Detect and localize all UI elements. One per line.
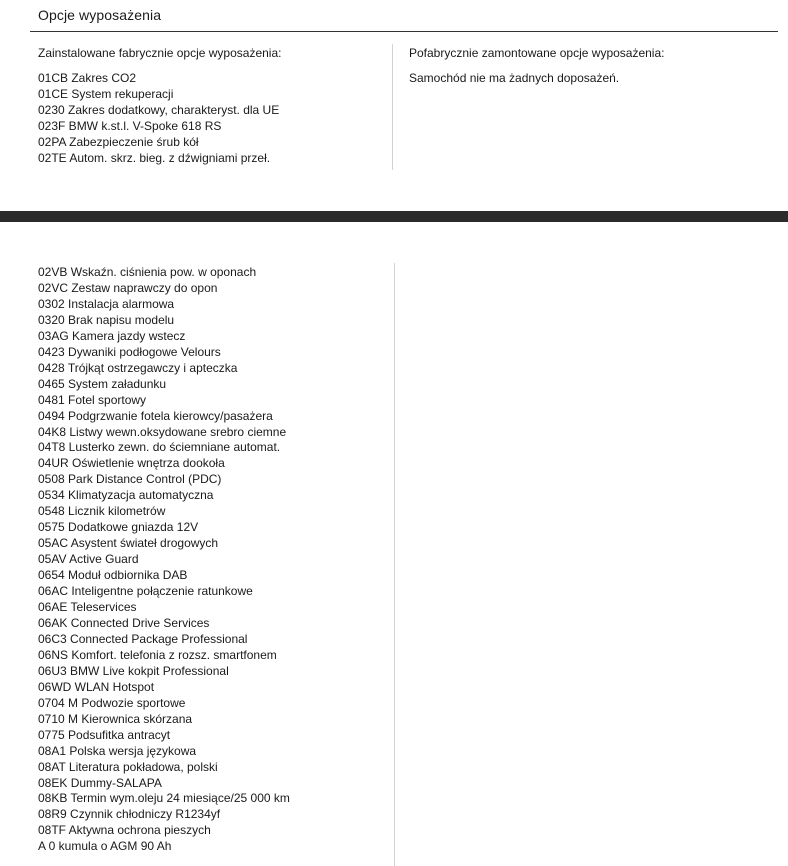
list-item: 0230 Zakres dodatkowy, charakteryst. dla UE (38, 103, 280, 117)
list-item: 0423 Dywaniki podłogowe Velours (38, 344, 221, 359)
list-item: 01CE System rekuperacji (38, 87, 174, 101)
page-separator-band (0, 211, 788, 222)
list-item: 02TE Autom. skrz. bieg. z dźwigniami przeł. (38, 151, 271, 165)
list-item: 05AV Active Guard (38, 552, 139, 567)
factory-options-heading: Zainstalowane fabrycznie opcje wyposażenia: (38, 46, 282, 60)
column-divider (392, 44, 393, 170)
list-item: 06NS Komfort. telefonia z rozsz. smartfonem (38, 647, 277, 662)
aftermarket-options-text: Samochód nie ma żadnych doposażeń. (409, 71, 620, 85)
list-item: 06AE Teleservices (38, 600, 137, 615)
list-item: 0428 Trójkąt ostrzegawczy i apteczka (38, 360, 238, 375)
list-item: 01CB Zakres CO2 (38, 71, 137, 85)
list-item: 02VC Zestaw naprawczy do opon (38, 280, 218, 295)
list-item: 0704 M Podwozie sportowe (38, 695, 186, 710)
list-item: 06AK Connected Drive Services (38, 615, 210, 630)
list-item: 0575 Dodatkowe gniazda 12V (38, 520, 199, 535)
list-item: 0508 Park Distance Control (PDC) (38, 472, 222, 487)
list-item: 02VB Wskaźn. ciśnienia pow. w oponach (38, 265, 257, 279)
list-item: 08AT Literatura pokładowa, polski (38, 759, 218, 774)
factory-options-list (38, 70, 279, 166)
list-item: 08R9 Czynnik chłodniczy R1234yf (38, 807, 221, 822)
list-item: 06WD WLAN Hotspot (38, 679, 155, 694)
list-item: 08A1 Polska wersja językowa (38, 743, 197, 758)
continued-options-list (38, 265, 290, 855)
list-item: 04K8 Listwy wewn.oksydowane srebro ciemne (38, 424, 287, 439)
list-item: 04T8 Lusterko zewn. do ściemniane automat. (38, 440, 281, 455)
list-item: 023F BMW k.st.l. V-Spoke 618 RS (38, 119, 222, 133)
list-item: 0320 Brak napisu modelu (38, 312, 175, 327)
list-item: 06C3 Connected Package Professional (38, 631, 248, 646)
list-item: 0534 Klimatyzacja automatyczna (38, 488, 214, 503)
list-item: 0465 System załadunku (38, 376, 167, 391)
title-rule (30, 31, 778, 32)
column-divider (394, 263, 395, 866)
list-item: 0548 Licznik kilometrów (38, 504, 166, 519)
list-item: 03AG Kamera jazdy wstecz (38, 328, 186, 343)
aftermarket-options-heading: Pofabrycznie zamontowane opcje wyposażenia: (409, 46, 665, 60)
list-item: 02PA Zabezpieczenie śrub kół (38, 135, 199, 149)
page-title: Opcje wyposażenia (38, 7, 162, 23)
list-item: A 0 kumula o AGM 90 Ah (38, 839, 172, 854)
list-item: 0775 Podsufitka antracyt (38, 727, 171, 742)
list-item: 0710 M Kierownica skórzana (38, 711, 193, 726)
list-item: 0494 Podgrzwanie fotela kierowcy/pasażera (38, 408, 273, 423)
list-item: 0481 Fotel sportowy (38, 392, 147, 407)
list-item: 06U3 BMW Live kokpit Professional (38, 663, 229, 678)
list-item: 04UR Oświetlenie wnętrza dookoła (38, 456, 225, 471)
list-item: 08TF Aktywna ochrona pieszych (38, 823, 211, 838)
list-item: 0654 Moduł odbiornika DAB (38, 568, 188, 583)
list-item: 05AC Asystent świateł drogowych (38, 536, 219, 551)
list-item: 0302 Instalacja alarmowa (38, 296, 175, 311)
list-item: 08EK Dummy-SALAPA (38, 775, 162, 790)
list-item: 08KB Termin wym.oleju 24 miesiące/25 000 km (38, 791, 290, 806)
list-item: 06AC Inteligentne połączenie ratunkowe (38, 584, 253, 599)
